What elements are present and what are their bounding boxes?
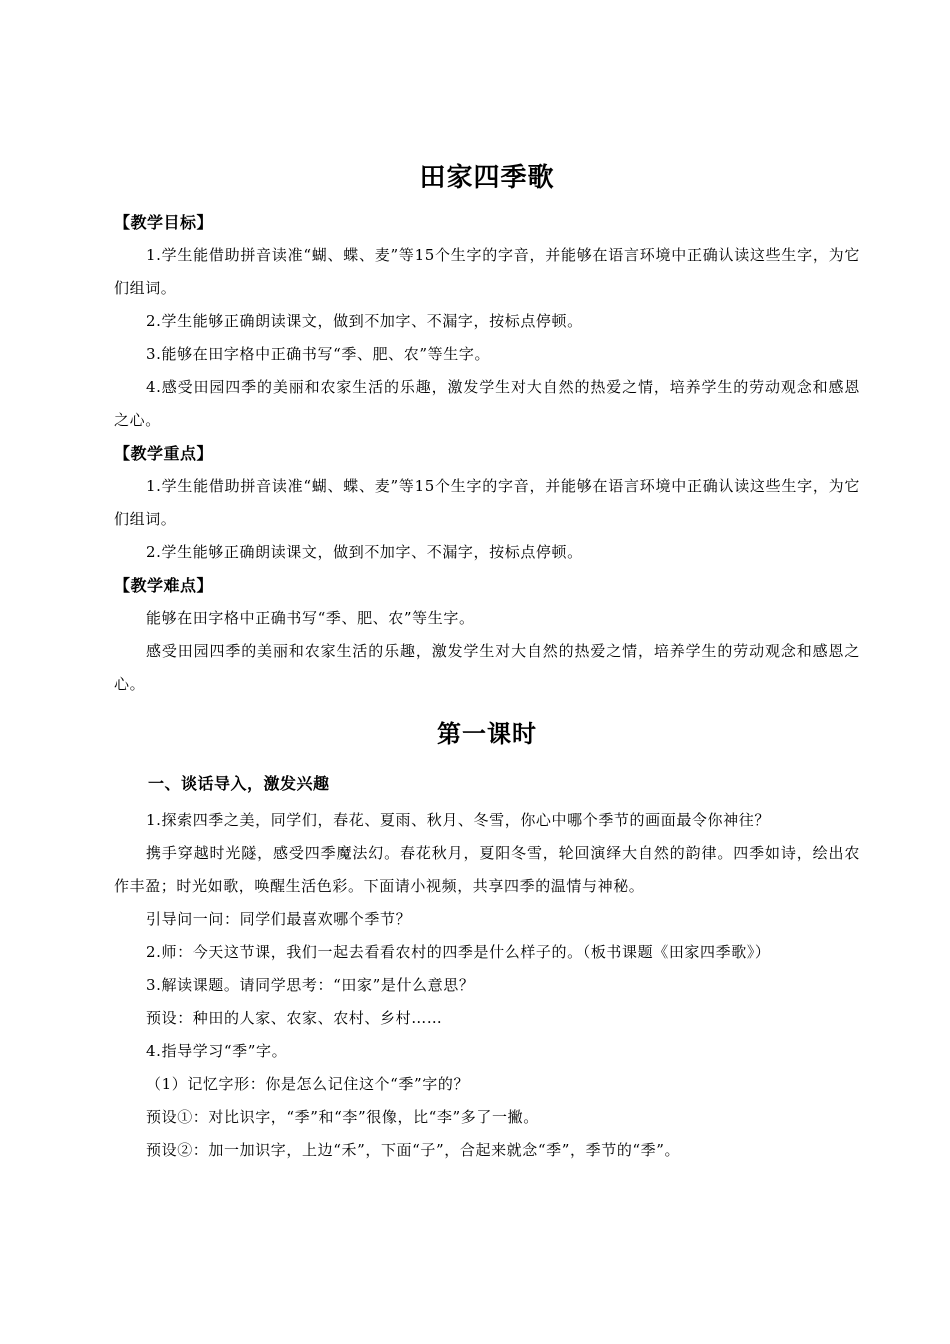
paragraph: 预设：种田的人家、农家、农村、乡村…… xyxy=(146,1009,443,1027)
paragraph: 4.指导学习“季”字。 xyxy=(146,1042,288,1060)
paragraph: （1）记忆字形：你是怎么记住这个“季”字的？ xyxy=(146,1075,470,1093)
paragraph: 1.学生能借助拼音读准“蝴、蝶、麦”等15个生字的字音，并能够在语言环境中正确认读这些生字，为它们组词。 xyxy=(114,246,860,297)
paragraph: 2.学生能够正确朗读课文，做到不加字、不漏字，按标点停顿。 xyxy=(146,543,583,561)
paragraph: 感受田园四季的美丽和农家生活的乐趣，激发学生对大自然的热爱之情，培养学生的劳动观念和感恩之心。 xyxy=(114,642,860,693)
paragraph: 2.师：今天这节课，我们一起去看看农村的四季是什么样子的。（板书课题《田家四季歌》） xyxy=(146,943,771,961)
paragraph: 携手穿越时光隧，感受四季魔法幻。春花秋月，夏阳冬雪，轮回演绎大自然的韵律。四季如诗，绘出农作丰盈；时光如歌，唤醒生活色彩。下面请小视频，共享四季的温情与神秘。 xyxy=(114,844,860,895)
paragraph: 4.感受田园四季的美丽和农家生活的乐趣，激发学生对大自然的热爱之情，培养学生的劳动观念和感恩之心。 xyxy=(114,378,860,429)
section-teaching-objectives xyxy=(114,206,860,437)
section-heading: 【教学难点】 xyxy=(114,576,214,595)
document-page xyxy=(114,150,860,1167)
document-title: 田家四季歌 xyxy=(419,163,555,193)
part-heading: 一、谈话导入，激发兴趣 xyxy=(148,774,330,793)
paragraph: 1.探索四季之美，同学们，春花、夏雨、秋月、冬雪，你心中哪个季节的画面最令你神往？ xyxy=(146,811,770,829)
paragraph: 预设②：加一加识字，上边“禾”，下面“子”，合起来就念“季”，季节的“季”。 xyxy=(146,1141,681,1159)
section-heading: 【教学目标】 xyxy=(114,213,214,232)
paragraph: 3.能够在田字格中正确书写“季、肥、农”等生字。 xyxy=(146,345,491,363)
lesson-title: 第一课时 xyxy=(437,720,537,748)
paragraph: 1.学生能借助拼音读准“蝴、蝶、麦”等15个生字的字音，并能够在语言环境中正确认读这些生字，为它们组词。 xyxy=(114,477,860,528)
section-heading: 【教学重点】 xyxy=(114,444,214,463)
paragraph: 引导问一问：同学们最喜欢哪个季节？ xyxy=(146,910,412,928)
paragraph: 2.学生能够正确朗读课文，做到不加字、不漏字，按标点停顿。 xyxy=(146,312,583,330)
paragraph: 能够在田字格中正确书写“季、肥、农”等生字。 xyxy=(146,609,475,627)
paragraph: 3.解读课题。请同学思考：“田家”是什么意思？ xyxy=(146,976,475,994)
section-teaching-difficulties xyxy=(114,569,860,701)
lesson-part-one xyxy=(114,764,860,1167)
section-teaching-key-points xyxy=(114,437,860,569)
paragraph: 预设①：对比识字，“季”和“李”很像，比“李”多了一撇。 xyxy=(146,1108,539,1126)
